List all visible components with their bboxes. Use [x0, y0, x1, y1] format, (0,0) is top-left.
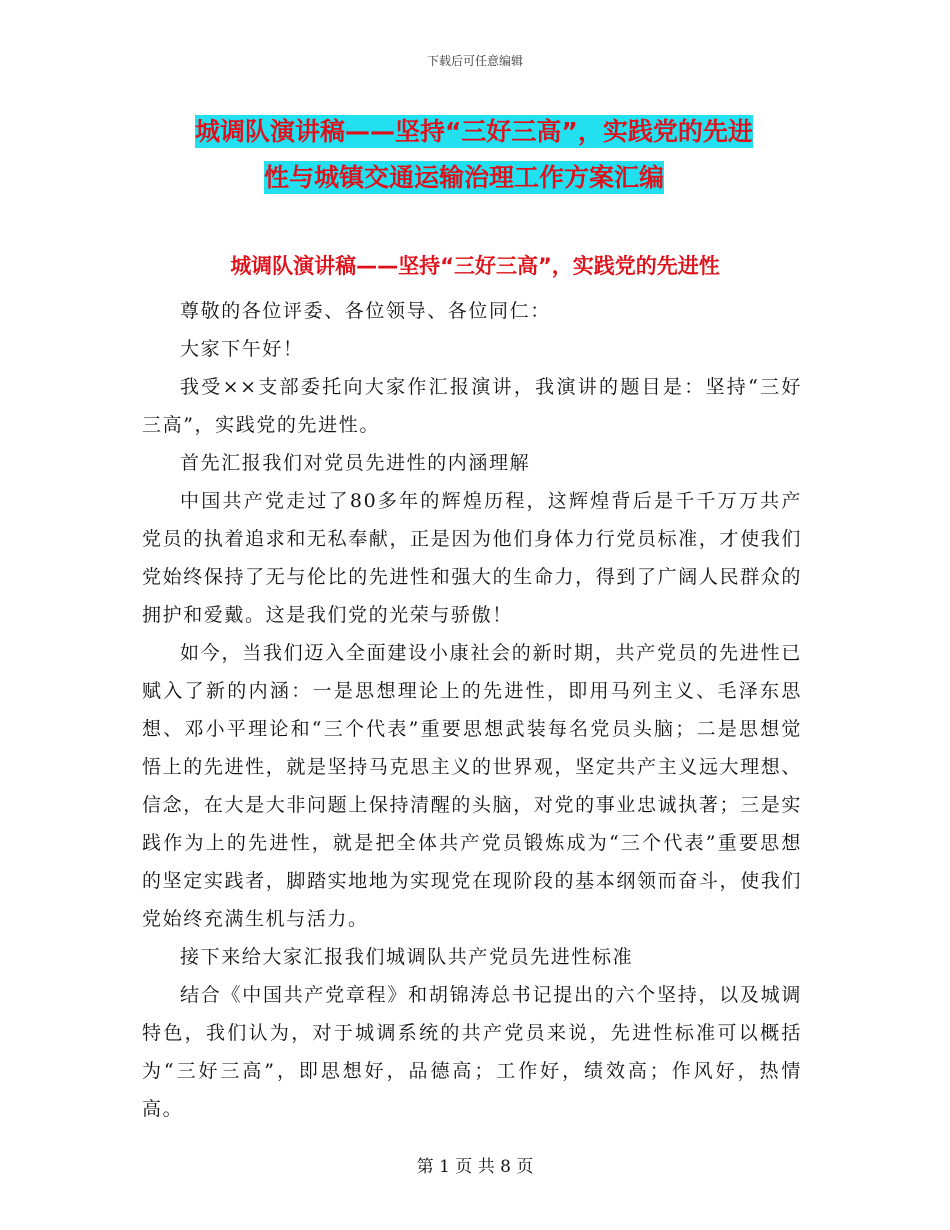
header-note: 下载后可任意编辑 [426, 54, 523, 68]
section-heading: 城调队演讲稿——坚持“三好三高”，实践党的先进性 [230, 254, 720, 278]
document-title-line-1 [195, 112, 875, 148]
paragraph-heading-2: 接下来给大家汇报我们城调队共产党员先进性标准 [180, 946, 634, 968]
page-number-footer: 第 1 页 共 8 页 [416, 1157, 534, 1177]
paragraph-new-era: 如今，当我们迈入全面建设小康社会的新时期，共产党员的先进性已赋入了新的内涵：一是思想理论上的先进性，即用马列主义、毛泽东思想、邓小平理论和“三个代表”重要思想武装每名党员头脑；二是思想觉悟上的先进性，就是坚持马克思主义的世界观，坚定共产主义远大理想、信念，在大是大非问题上保持清醒的头脑，对党的事业忠诚执著；三是实践作为上的先进性，就是把全体共产党员锻炼成为“三个代表”重要思想的坚定实践者，脚踏实地地为实现党在现阶段的基本纲领而奋斗，使我们党始终充满生机与活力。 [142, 642, 802, 930]
paragraph-greeting: 大家下午好！ [180, 338, 304, 360]
paragraph-intro: 我受××支部委托向大家作汇报演讲，我演讲的题目是：坚持“三好三高”，实践党的先进性。 [142, 376, 802, 436]
paragraph-heading-1: 首先汇报我们对党员先进性的内涵理解 [180, 452, 531, 474]
body-text [142, 292, 802, 1128]
document-title-line-2 [264, 158, 944, 194]
title-highlight: 城调队演讲稿——坚持“三好三高”，实践党的先进 [195, 117, 753, 146]
paragraph-standard: 结合《中国共产党章程》和胡锦涛总书记提出的六个坚持，以及城调特色，我们认为，对于城调系统的共产党员来说，先进性标准可以概括为“三好三高”，即思想好，品德高；工作好，绩效高；作风好，热情高。 [142, 984, 802, 1120]
paragraph-salutation: 尊敬的各位评委、各位领导、各位同仁： [180, 300, 551, 322]
title-highlight: 性与城镇交通运输治理工作方案汇编 [264, 163, 665, 192]
paragraph-history: 中国共产党走过了80多年的辉煌历程，这辉煌背后是千千万万共产党员的执着追求和无私奉献，正是因为他们身体力行党员标准，才使我们党始终保持了无与伦比的先进性和强大的生命力，得到了广阔人民群众的拥护和爱戴。这是我们党的光荣与骄傲！ [142, 490, 802, 626]
